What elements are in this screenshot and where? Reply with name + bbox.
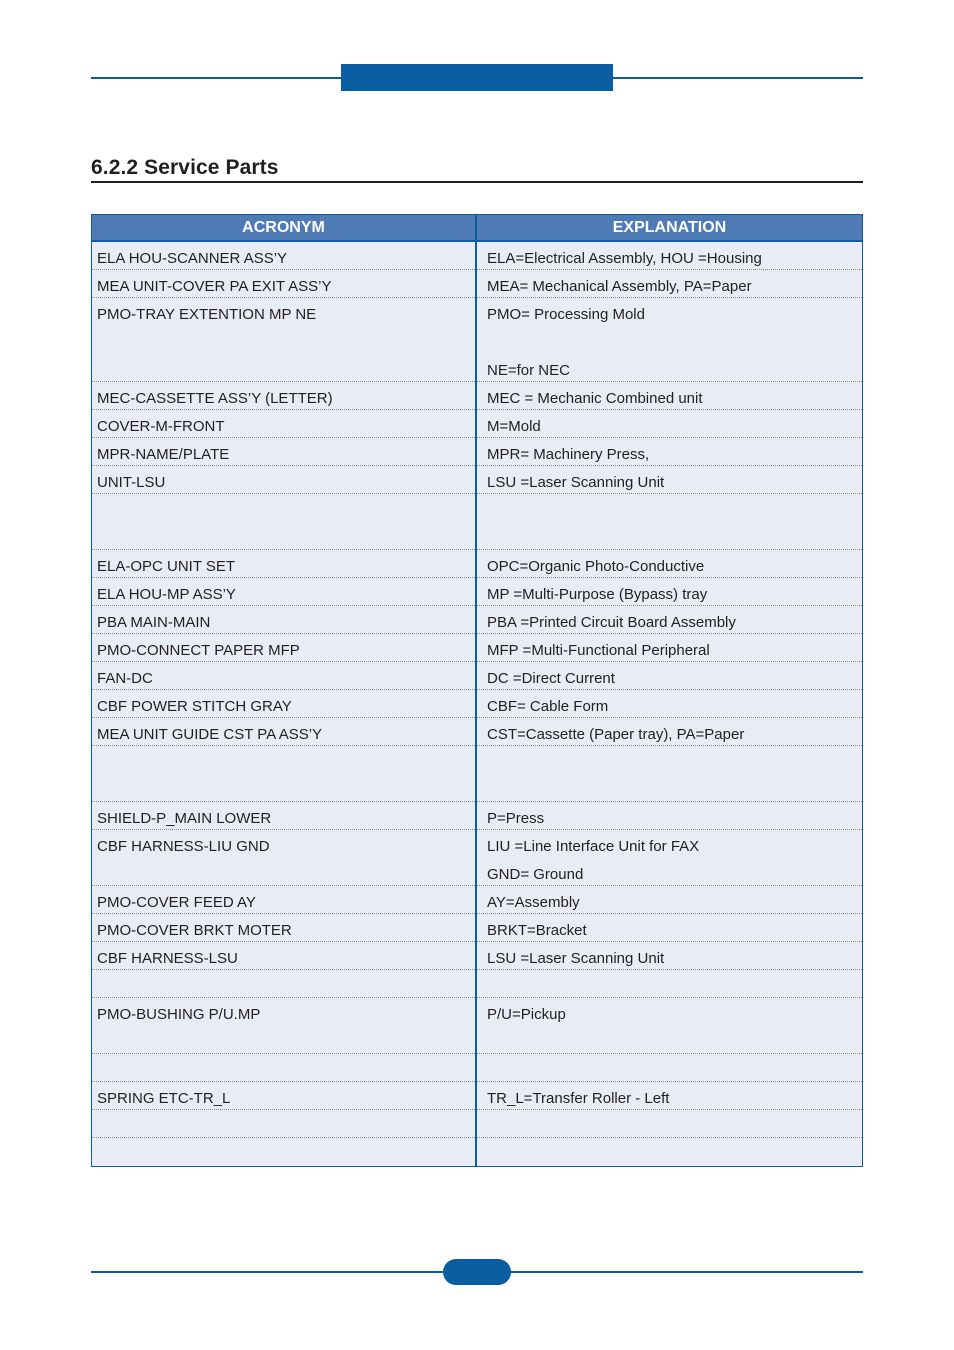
explanation-cell: PBA =Printed Circuit Board Assembly [477,606,862,634]
acronym-cell [92,1026,475,1054]
acronym-cell: MEA UNIT-COVER PA EXIT ASS’Y [92,270,475,298]
explanation-cell [477,970,862,998]
explanation-cell: LSU =Laser Scanning Unit [477,942,862,970]
explanation-cell: MP =Multi-Purpose (Bypass) tray [477,578,862,606]
explanation-cell: AY=Assembly [477,886,862,914]
explanation-cell: CST=Cassette (Paper tray), PA=Paper [477,718,862,746]
acronym-cell: MEA UNIT GUIDE CST PA ASS’Y [92,718,475,746]
explanation-cell: GND= Ground [477,858,862,886]
acronym-cell: PMO-BUSHING P/U.MP [97,1006,261,1023]
acronym-cell [92,494,475,522]
explanation-cell: ELA=Electrical Assembly, HOU =Housing [477,242,862,270]
acronym-cell [92,774,475,802]
acronym-cell: PMO-COVER BRKT MOTER [92,914,475,942]
section-title-underline [91,181,863,183]
column-header-explanation: EXPLANATION [612,219,727,236]
acronym-cell [92,746,475,774]
acronym-cell [92,1110,475,1138]
acronym-cell: MEC-CASSETTE ASS’Y (LETTER) [92,382,475,410]
explanation-cell: MFP =Multi-Functional Peripheral [477,634,862,662]
explanation-cell [477,1138,862,1166]
acronym-cell [92,1138,475,1166]
acronym-cell: SHIELD-P_MAIN LOWER [92,802,475,830]
explanation-cell [477,1110,862,1138]
acronym-cell [92,970,475,998]
acronym-cell: PMO-COVER FEED AY [92,886,475,914]
acronym-cell [92,1054,475,1082]
explanation-cell: MEC = Mechanic Combined unit [477,382,862,410]
acronym-cell [92,354,475,382]
acronym-cell: ELA HOU-MP ASS’Y [92,578,475,606]
explanation-cell: OPC=Organic Photo-Conductive [477,550,862,578]
acronym-column [92,242,477,1166]
acronym-cell: ELA HOU-SCANNER ASS’Y [92,242,475,270]
table-header [92,215,862,242]
explanation-cell [477,522,862,550]
acronym-cell: CBF POWER STITCH GRAY [92,690,475,718]
explanation-cell [477,774,862,802]
explanation-cell: CBF= Cable Form [477,690,862,718]
acronym-cell: COVER-M-FRONT [92,410,475,438]
explanation-cell: MPR= Machinery Press, [477,438,862,466]
acronym-cell [92,326,475,354]
header-tab [341,64,613,91]
explanation-cell: LSU =Laser Scanning Unit [477,466,862,494]
acronym-cell: CBF HARNESS-LSU [92,942,475,970]
acronym-cell: PBA MAIN-MAIN [92,606,475,634]
explanation-cell: M=Mold [477,410,862,438]
acronym-cell: PMO-CONNECT PAPER MFP [92,634,475,662]
explanation-cell: BRKT=Bracket [477,914,862,942]
acronym-cell: FAN-DC [92,662,475,690]
explanation-cell [477,746,862,774]
acronym-cell [92,858,475,886]
acronym-cell: SPRING ETC-TR_L [92,1082,475,1110]
explanation-cell: LIU =Line Interface Unit for FAX [487,838,700,855]
page-number-pill [443,1259,511,1285]
acronym-cell: MPR-NAME/PLATE [92,438,475,466]
explanation-cell: DC =Direct Current [477,662,862,690]
explanation-cell: PMO= Processing Mold [487,306,645,323]
acronym-cell: ELA-OPC UNIT SET [92,550,475,578]
explanation-cell: NE=for NEC [477,354,862,382]
column-header-acronym: ACRONYM [92,215,477,240]
service-parts-table [91,214,863,1167]
explanation-cell: P/U=Pickup [487,1006,566,1023]
explanation-cell: P=Press [477,802,862,830]
explanation-cell [477,494,862,522]
acronym-cell: PMO-TRAY EXTENTION MP NE [97,306,317,323]
acronym-cell: CBF HARNESS-LIU GND [97,838,270,855]
acronym-cell: UNIT-LSU [92,466,475,494]
explanation-cell [477,1054,862,1082]
explanation-cell: TR_L=Transfer Roller - Left [477,1082,862,1110]
explanation-cell [477,1026,862,1054]
explanation-cell: MEA= Mechanical Assembly, PA=Paper [477,270,862,298]
explanation-cell [477,326,862,354]
explanation-column [477,242,862,1166]
section-title: 6.2.2 Service Parts [91,156,279,179]
acronym-cell [92,522,475,550]
table-body [92,242,862,1166]
